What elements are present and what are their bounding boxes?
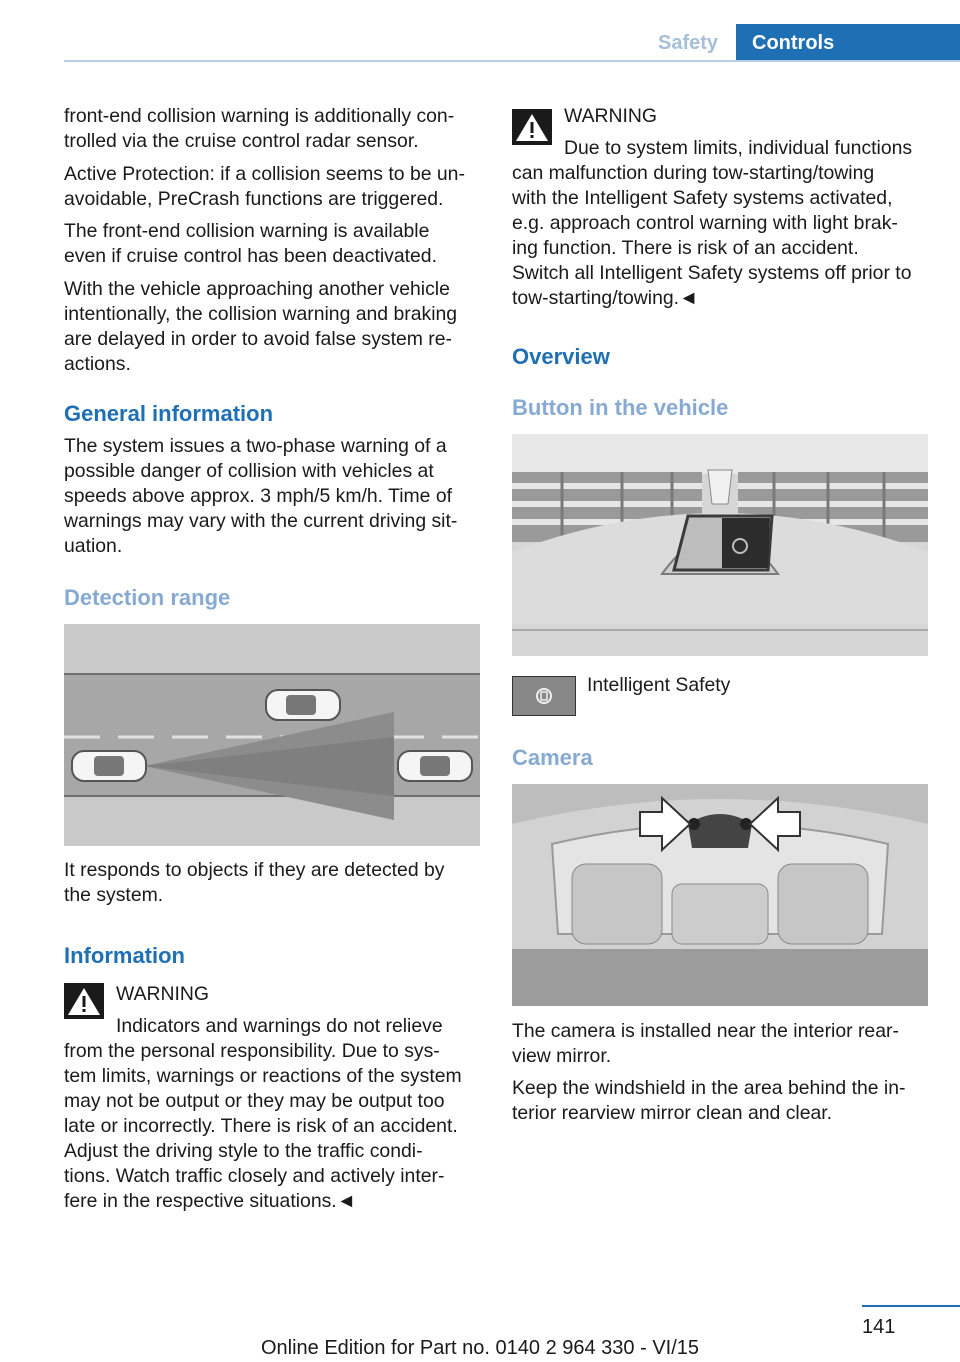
warning-text-line: tow-starting/towing.◄ <box>512 287 699 309</box>
detection-range-figure <box>64 624 480 846</box>
warning-text-line: with the Intelligent Safety systems activated, <box>512 187 893 209</box>
warning-text-line: late or incorrectly. There is risk of an accident. <box>64 1115 458 1137</box>
paragraph-line: intentionally, the collision warning and braking <box>64 303 458 325</box>
warning-label: WARNING <box>116 983 209 1005</box>
warning-triangle-icon <box>512 109 552 145</box>
car-ahead-upper-lane-icon <box>266 690 340 720</box>
warning-text-line: e.g. approach control warning with light brak‐ <box>512 212 898 234</box>
warning-text-line: from the personal responsibility. Due to sys‐ <box>64 1040 440 1062</box>
warning-text-line: may not be output or they may be output too <box>64 1090 445 1112</box>
warning-text-line: Switch all Intelligent Safety systems off prior to <box>512 262 912 284</box>
paragraph-line: trolled via the cruise control radar sensor. <box>64 130 419 152</box>
warning-text-line: fere in the respective situations.◄ <box>64 1190 356 1212</box>
header-rule <box>64 60 960 62</box>
button-in-vehicle-figure <box>512 434 928 656</box>
intelligent-safety-label: Intelligent Safety <box>587 674 731 696</box>
paragraph-line: The system issues a two-phase warning of a <box>64 435 447 457</box>
paragraph-line: Keep the windshield in the area behind the in‐ <box>512 1077 906 1099</box>
dashboard-vents-illustration <box>512 434 928 656</box>
warning-text-line: Adjust the driving style to the traffic condi‐ <box>64 1140 423 1162</box>
paragraph-line: It responds to objects if they are detected by <box>64 859 445 881</box>
page-number: 141 <box>862 1316 896 1338</box>
paragraph-line: front-end collision warning is additionally con‐ <box>64 105 455 127</box>
paragraph-line: terior rearview mirror clean and clear. <box>512 1102 833 1124</box>
heading-general-information: General information <box>64 401 274 426</box>
paragraph-line: view mirror. <box>512 1045 612 1067</box>
warning-triangle-icon <box>64 983 104 1019</box>
footer-rule <box>862 1305 960 1307</box>
camera-figure <box>512 784 928 1006</box>
header-chapter-controls[interactable]: Controls <box>736 24 960 62</box>
paragraph-line: speeds above approx. 3 mph/5 km/h. Time of <box>64 485 453 507</box>
warning-text-line: can malfunction during tow-starting/towing <box>512 162 875 184</box>
warning-text-line: tions. Watch traffic closely and actively inter‐ <box>64 1165 445 1187</box>
heading-button-in-vehicle: Button in the vehicle <box>512 395 729 420</box>
heading-detection-range: Detection range <box>64 585 231 610</box>
paragraph-line: actions. <box>64 353 131 375</box>
warning-text-line: Due to system limits, individual functions <box>564 137 913 159</box>
road-illustration <box>64 624 480 846</box>
warning-text-line: tem limits, warnings or reactions of the system <box>64 1065 462 1087</box>
paragraph-line: the system. <box>64 884 164 906</box>
footer-edition: Online Edition for Part no. 0140 2 964 330 - VI/15 <box>260 1337 700 1359</box>
vehicle-interior-illustration <box>512 784 928 1006</box>
warning-label: WARNING <box>564 105 657 127</box>
car-ahead-same-lane-icon <box>398 751 472 781</box>
heading-overview: Overview <box>512 344 610 369</box>
paragraph-line: even if cruise control has been deactivated. <box>64 245 437 267</box>
paragraph-line: The camera is installed near the interior rear‐ <box>512 1020 899 1042</box>
paragraph-line: are delayed in order to avoid false system re‐ <box>64 328 453 350</box>
header-section-safety[interactable]: Safety <box>657 31 719 54</box>
paragraph-line: uation. <box>64 535 123 557</box>
ego-car-icon <box>72 751 146 781</box>
paragraph-line: avoidable, PreCrash functions are triggered. <box>64 188 444 210</box>
paragraph-line: Active Protection: if a collision seems to be un‐ <box>64 163 465 185</box>
intelligent-safety-button-icon <box>512 676 576 716</box>
heading-information: Information <box>64 943 185 968</box>
warning-text-line: ing function. There is risk of an accident. <box>512 237 859 259</box>
paragraph-line: With the vehicle approaching another vehicle <box>64 278 450 300</box>
paragraph-line: warnings may vary with the current driving sit‐ <box>64 510 458 532</box>
paragraph-line: The front-end collision warning is available <box>64 220 430 242</box>
heading-camera: Camera <box>512 745 593 770</box>
intelligent-safety-symbol-icon <box>534 686 554 706</box>
warning-text-line: Indicators and warnings do not relieve <box>116 1015 443 1037</box>
paragraph-line: possible danger of collision with vehicles at <box>64 460 434 482</box>
